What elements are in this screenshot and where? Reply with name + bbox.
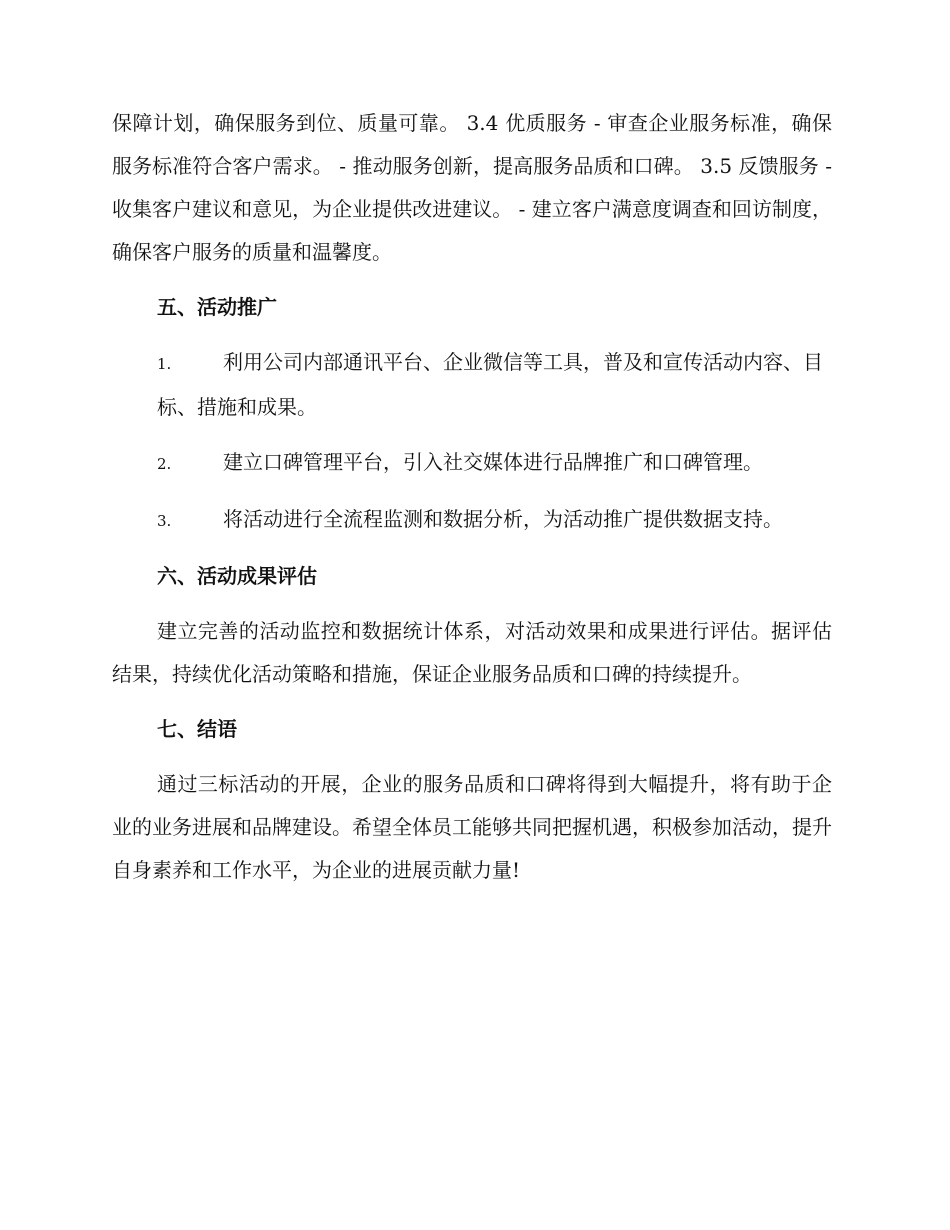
section-heading-conclusion: 七、结语 — [157, 717, 237, 741]
list-item-number: 1. — [157, 355, 172, 373]
list-item — [112, 441, 832, 486]
evaluation-paragraph: 建立完善的活动监控和数据统计体系，对活动效果和成果进行评估。据评估结果，持续优化活动策略和措施，保证企业服务品质和口碑的持续提升。 — [112, 619, 832, 686]
list-item-text: 利用公司内部通讯平台、企业微信等工具，普及和宣传活动内容、目标、措施和成果。 — [157, 350, 823, 419]
list-item-number: 2. — [157, 455, 172, 473]
section-heading-promotion: 五、活动推广 — [157, 295, 277, 319]
intro-paragraph: 保障计划，确保服务到位、质量可靠。 3.4 优质服务 - 审查企业服务标准，确保服务标准符合客户需求。 - 推动服务创新，提高服务品质和口碑。 3.5 反馈服务 - 收集客户建议和意见，为企业提供改进建议。 - 建立客户满意度调查和回访制度，确保客户服务的质量和温馨度。 — [112, 111, 832, 264]
conclusion-paragraph: 通过三标活动的开展，企业的服务品质和口碑将得到大幅提升，将有助于企业的业务进展和品牌建设。希望全体员工能够共同把握机遇，积极参加活动，提升自身素养和工作水平，为企业的进展贡献力量! — [112, 772, 832, 882]
list-item — [112, 498, 832, 543]
section-heading-evaluation: 六、活动成果评估 — [157, 564, 317, 588]
list-item-text: 将活动进行全流程监测和数据分析，为活动推广提供数据支持。 — [223, 507, 783, 531]
list-item — [112, 341, 832, 429]
list-item-text: 建立口碑管理平台，引入社交媒体进行品牌推广和口碑管理。 — [223, 450, 763, 474]
list-item-number: 3. — [157, 512, 172, 530]
document-page — [112, 102, 832, 904]
